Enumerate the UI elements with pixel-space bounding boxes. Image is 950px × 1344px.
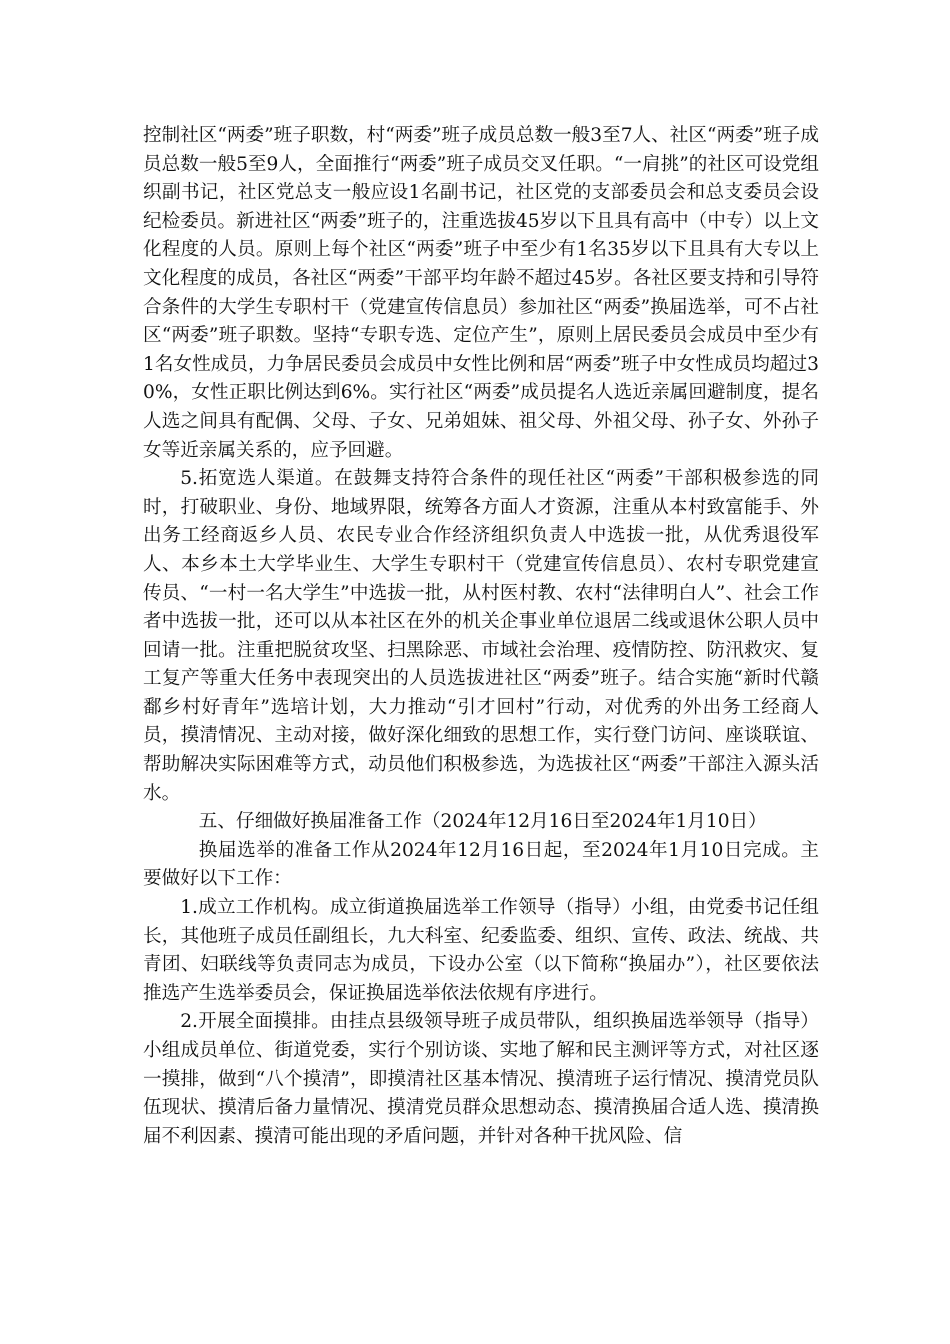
section-heading-preparation: 五、仔细做好换届准备工作（2024年12月16日至2024年1月10日）	[198, 811, 767, 833]
paragraph-establish-bodies: 1.成立工作机构。成立街道换届选举工作领导（指导）小组，由党委书记任组长，其他班子成员任副组长，九大科室、纪委监委、组织、宣传、政法、统战、共青团、妇联线等负责同志为成员，下设办公室（以下简称“换届办”），社区要依法推选产生选举委员会，保证换届选举依法依规有序进行。	[143, 897, 819, 1004]
paragraph-community-committee-size: 控制社区“两委”班子职数，村“两委”班子成员总数一般3至7人、社区“两委”班子成员总数一般5至9人，全面推行“两委”班子成员交叉任职。“一肩挑”的社区可设党组织副书记，社区党总支一般应设1名副书记，社区党的支部委员会和总支委员会设纪检委员。新进社区“两委”班子的，注重选拔45岁以下且具有高中（中专）以上文化程度的人员。原则上每个社区“两委”班子中至少有1名35岁以下且具有大专以上文化程度的成员，各社区“两委”干部平均年龄不超过45岁。各社区要支持和引导符合条件的大学生专职村干（党建宣传信息员）参加社区“两委”换届选举，可不占社区“两委”班子职数。坚持“专职专选、定位产生”，原则上居民委员会成员中至少有1名女性成员，力争居民委员会成员中女性比例和居“两委”班子中女性成员均超过30%，女性正职比例达到6%。实行社区“两委”成员提名人选近亲属回避制度，提名人选之间具有配偶、父母、子女、兄弟姐妹、祖父母、外祖父母、孙子女、外孙子女等近亲属关系的，应予回避。	[143, 125, 819, 461]
paragraph-comprehensive-survey: 2.开展全面摸排。由挂点县级领导班子成员带队，组织换届选举领导（指导）小组成员单位、街道党委，实行个别访谈、实地了解和民主测评等方式，对社区逐一摸排，做到“八个摸清”，即摸清社区基本情况、摸清班子运行情况、摸清党员队伍现状、摸清后备力量情况、摸清党员群众思想动态、摸清换届合适人选、摸清换届不利因素、摸清可能出现的矛盾问题，并针对各种干扰风险、信	[143, 1011, 819, 1147]
document-page	[143, 122, 819, 1151]
paragraph-preparation-schedule: 换届选举的准备工作从2024年12月16日起，至2024年1月10日完成。主要做好以下工作：	[143, 839, 819, 890]
paragraph-broaden-recruitment: 5.拓宽选人渠道。在鼓舞支持符合条件的现任社区“两委”干部积极参选的同时，打破职业、身份、地域界限，统筹各方面人才资源，注重从本村致富能手、外出务工经商返乡人员、农民专业合作经济组织负责人中选拔一批，从优秀退役军人、本乡本土大学毕业生、大学生专职村干（党建宣传信息员）、农村专职党建宣传员、“一村一名大学生”中选拔一批，从村医村教、农村“法律明白人”、社会工作者中选拔一批，还可以从本社区在外的机关企事业单位退居二线或退休公职人员中回请一批。注重把脱贫攻坚、扫黑除恶、市域社会治理、疫情防控、防汛救灾、复工复产等重大任务中表现突出的人员选拔进社区“两委”班子。结合实施“新时代赣鄱乡村好青年”选培计划，大力推动“引才回村”行动，对优秀的外出务工经商人员，摸清情况、主动对接，做好深化细致的思想工作，实行登门访问、座谈联谊、帮助解决实际困难等方式，动员他们积极参选，为选拔社区“两委”干部注入源头活水。	[143, 468, 819, 804]
